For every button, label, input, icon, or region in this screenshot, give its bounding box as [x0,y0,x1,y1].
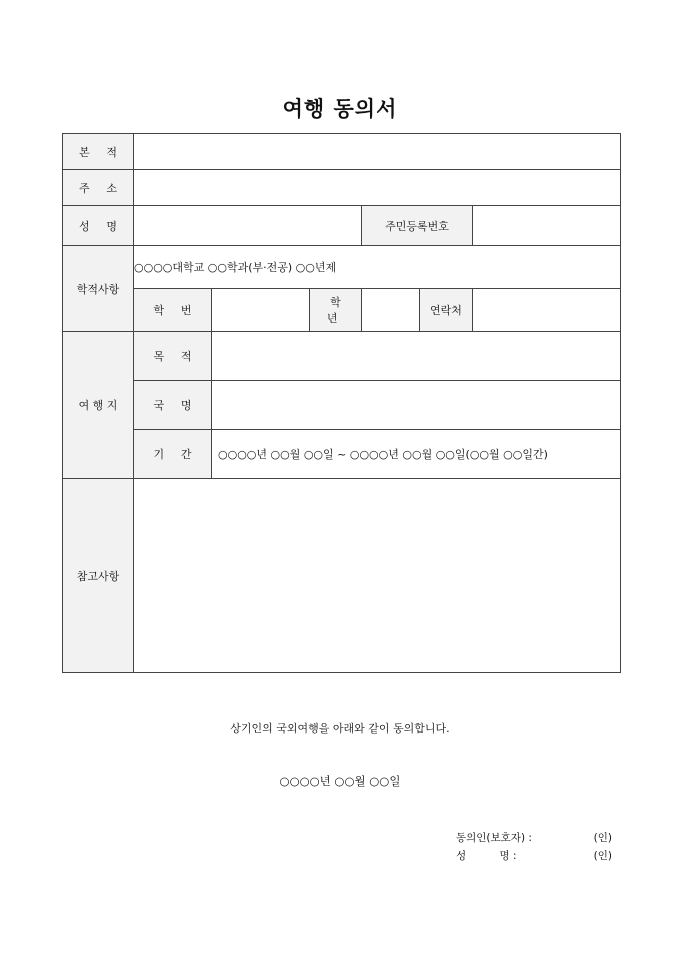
consent-statement: 상기인의 국외여행을 아래와 같이 동의합니다. [230,722,450,735]
honjeok-label: 본 적 [63,134,134,170]
purpose-label: 목 적 [134,332,212,381]
contact-field[interactable] [473,289,621,332]
purpose-field[interactable] [212,332,621,381]
consent-form-table [62,133,621,673]
name-label: 성 명 [63,206,134,246]
remarks-field[interactable] [134,479,621,673]
name-signature-row [456,848,618,862]
guardian-label: 동의인(보호자) : [456,832,532,844]
destination-label: 여 행 지 [63,332,134,479]
signer-seal[interactable]: (인) [593,850,612,862]
period-label: 기 간 [134,430,212,479]
grade-field[interactable] [362,289,420,332]
student-id-label: 학 번 [134,289,212,332]
student-id-field[interactable] [212,289,310,332]
academic-label: 학적사항 [63,246,134,332]
academic-info: ○○○○대학교 ○○학과(부·전공) ○○년제 [134,246,621,289]
rrn-field[interactable] [473,206,621,246]
country-field[interactable] [212,381,621,430]
contact-label: 연락처 [420,289,473,332]
guardian-signature-row [456,830,618,844]
country-label: 국 명 [134,381,212,430]
period-field[interactable]: ○○○○년 ○○월 ○○일 ~ ○○○○년 ○○월 ○○일(○○월 ○○일간) [212,430,621,479]
grade-label: 학 년 [310,289,362,332]
signer-name-label: 성 명 : [456,850,517,862]
consent-date: ○○○○년 ○○월 ○○일 [279,774,401,788]
document-title: 여행 동의서 [282,97,398,121]
rrn-label: 주민등록번호 [362,206,473,246]
address-field[interactable] [134,170,621,206]
address-label: 주 소 [63,170,134,206]
name-field[interactable] [134,206,362,246]
remarks-label: 참고사항 [63,479,134,673]
honjeok-field[interactable] [134,134,621,170]
guardian-seal[interactable]: (인) [593,832,612,844]
